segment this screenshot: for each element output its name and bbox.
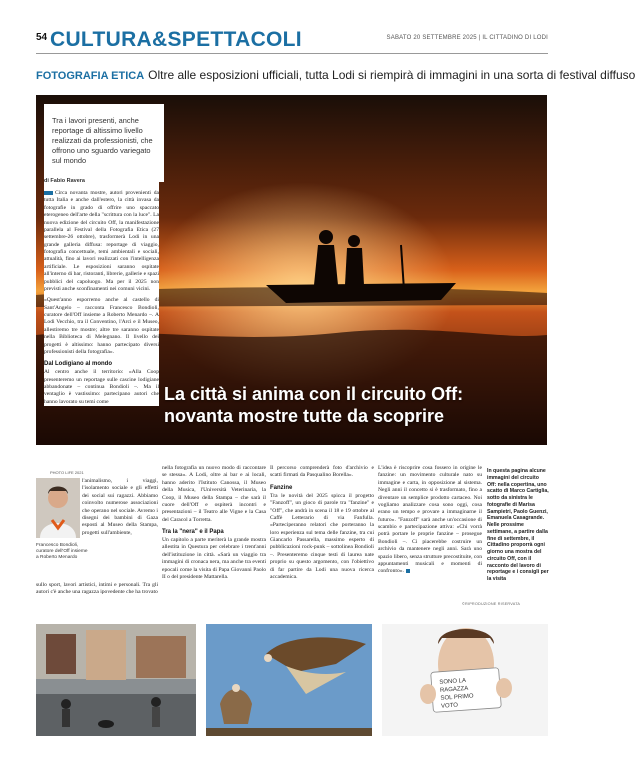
subhead-fanzine: Fanzine xyxy=(270,484,293,491)
street-illustration xyxy=(36,624,196,736)
article-column-3 xyxy=(270,465,374,581)
photo-caption: In questa pagina alcune immagini del circuito Off: nella copertina, uno scatto di Marco Cartiglia, sotto da sinistra le fotografie di Marisa Sampietri, Paolo Guenzi, Emanuela Casagrande. Nelle prossime settimane, a partire dalla fine di settembre, il Cittadino proporrà ogni giorno una mostra del circuito Off, con il racconto del lavoro di reportage e i consigli per la visita xyxy=(487,468,549,582)
portrait-illustration xyxy=(36,478,80,538)
section-title-amp: & xyxy=(152,28,168,51)
pull-quote-text: Tra i lavori presenti, anche reportage di altissimo livello realizzati da professionisti, che offrono uno sguardo variegato sul mondo xyxy=(52,116,153,165)
article-column-4 xyxy=(378,465,482,576)
subhead-territory: Dal Lodigiano al mondo xyxy=(44,361,112,368)
portrait-photo-tag: PHOTO LIFE 2021 xyxy=(50,470,84,475)
dateline: SABATO 20 SETTEMBRE 2025 | IL CITTADINO DI LODI xyxy=(386,35,548,41)
article-paragraph-1: Circa novanta mostre, autori provenienti da tutta Italia e anche dall'estero, la città invasa da fotografie in grado di offrire uno spaccato eterogeneo dell'arte della "scrittura con la luce". La nuova edizione del circuito Off, la manifestazione parallela al Festival della Fotografia Etica (27 settembre-26 ottobre), trasformerà Lodi in una grande galleria diffusa: reportage di viaggio, fotografia concettuale, temi ambientali e sociali, attualità, fino ai lavori realizzati con l'intelligenza artificiale. Le esposizioni saranno ospitate all'interno di bar, ristoranti, librerie, gallerie e spazi pubblici del capoluogo. Ma per il 2025 non previsti anche sconfinamenti nei comuni vicini. xyxy=(44,190,159,292)
article-paragraph-3: Al centro anche il territorio: «Alla Coop presenteremo un reportage sulle cascine lodigiane abbandonate – continua Bondioli –. Ma il ventaglio è vastissimo: partecipano autori che hanno lavorato su temi come xyxy=(44,369,159,405)
sign-line-3: SOL PRIMO xyxy=(440,693,474,702)
article-headline xyxy=(164,384,544,427)
byline: di Fabio Ravera xyxy=(44,178,85,184)
portrait-photo xyxy=(36,478,80,538)
section-title xyxy=(50,28,302,52)
sign-line-1: SONO LA xyxy=(439,677,467,686)
column-2-paragraph-2: Un capitolo a parte meriterà la grande mostra allestita in Questura per celebrare i trent'anni dell'istituzione in città. «Sarà un viaggio tra immagini di cronaca nera, ma anche tra eventi epocali come la visita di Papa Giovanni Paolo II o del presidente Mattarella. xyxy=(162,537,266,580)
page-number: 54 xyxy=(36,32,48,43)
headline-line-1: La città si anima con il circuito Off: xyxy=(164,384,464,404)
column-4-paragraph-text: L'idea è riscoprire cosa fossero in origine le fanzine: un movimento culturale nato su immagine e carta, in opposizione al sistema. Negli anni il concetto si è trasformato, fino a diventare un semplice prodotto cartaceo. Noi vogliamo analizzare cosa sono oggi, cosa erano un tempo e provare a immaginarne il futuro». "Fanzoff" sarà anche un'occasione di scambio e partecipazione attiva: «Chi vorrà potrà portare le proprie fanzine – prosegue Bondioli –. Ci piacerebbe costruire un archivio da mantenere negli anni. Sarà uno spazio libero, senza strutture precostituite, con appuntamenti musicali e momenti di confronto». xyxy=(378,465,482,575)
pull-quote-box xyxy=(44,104,164,182)
article-paragraph-3b: l'animalismo, i viaggi, l'isolamento sociale e gli effetti dei social sui ragazzi. Abbiamo coinvolto numerose associazioni che operano nel sociale. Avremo i disegni dei bambini di Gaza esposti al Museo della Stampa, progetti sull'ambiente, xyxy=(82,478,158,536)
paragraph-marker xyxy=(44,191,53,195)
kicker-text: Oltre alle esposizioni ufficiali, tutta Lodi si riempirà di immagini in una sorta di festival diffuso xyxy=(148,68,635,82)
page-header xyxy=(36,28,548,54)
thumb-photo-sign xyxy=(382,624,548,736)
vultures-illustration xyxy=(206,624,372,736)
column-4-paragraph-1 xyxy=(378,465,482,576)
portrait-caption: Francesco Bondioli, curatore dell'Off insieme a Roberto Menardo xyxy=(36,543,88,561)
kicker-label: FOTOGRAFIA ETICA xyxy=(36,70,145,82)
article-paragraph-2: «Quest'anno esporremo anche al castello di Sant'Angelo – racconta Francesco Bondioli, curatore dell'Off insieme a Roberto Menardo –. A Lodi Vecchio, tra il Conventino, l'Arci e il Museo, allestiremo tre mostre; altre tre saranno ospitate nella Biblioteca di Melegnano. Il livello dei progetti è altissimo: hanno partecipato diversi professionisti della fotografia». xyxy=(44,297,159,355)
section-title-shows: SPETTACOLI xyxy=(167,28,302,51)
sign-illustration xyxy=(382,624,548,736)
column-3-paragraph-1: Il percorso comprenderà foto d'archivio e scatti firmati da Pasqualino Borella». xyxy=(270,465,374,479)
sign-line-2: RAGAZZA xyxy=(439,685,469,694)
article-paragraph-3c: sullo sport, lavori artistici, intimi e personali. Tra gli autori c'è anche una ragazza ipovedente che ha trovato xyxy=(36,582,158,596)
sign-line-4: VOTO xyxy=(440,702,459,710)
article-paragraph xyxy=(44,190,159,293)
kicker-line xyxy=(36,66,635,84)
thumb-photo-vultures xyxy=(206,624,372,736)
column-2-paragraph-1: nella fotografia un nuovo modo di raccontare se stessa». A Lodi, oltre ai bar e ai locali, hanno aderito l'Istituto Canossa, il Museo della Musica, l'Università Veterinaria, la Coop, il Museo della Stampa – che sarà il cuore dell'Off e ospiterà incontri e presentazioni – il Teatro alle Vigne e la Casa del Caracol a Torretta. xyxy=(162,465,266,523)
subhead-police: Tra la "nera" e il Papa xyxy=(162,529,224,535)
headline-line-2: novanta mostre tutte da scoprire xyxy=(164,405,445,426)
article-column-2 xyxy=(162,465,266,581)
column-3-paragraph-2: Tra le novità del 2025 spicca il progetto "Fanzoff", un gioco di parole tra "fanzine" e "Off", che andrà in scena il 18 e 19 ottobre al Caffè Letterario di via Fanfulla. «Parteciperanno relatori che porteranno la loro esperienza sul tema delle fanzine, tra cui Giancarlo Passarella, massimo esperto di pubblicazioni rock-punk – sottolinea Bondioli –. Presenteremo cinque testi di laurea nate proprio su questo argomento, con l'obiettivo di far partire da Lodi una nuova ricerca accademica. xyxy=(270,492,374,580)
copyright-credit: ©RIPRODUZIONE RISERVATA xyxy=(462,602,521,606)
thumb-photo-street xyxy=(36,624,196,736)
article-end-mark xyxy=(406,569,410,573)
article-lead-column xyxy=(44,174,159,406)
section-title-culture: CULTURA xyxy=(50,28,153,51)
